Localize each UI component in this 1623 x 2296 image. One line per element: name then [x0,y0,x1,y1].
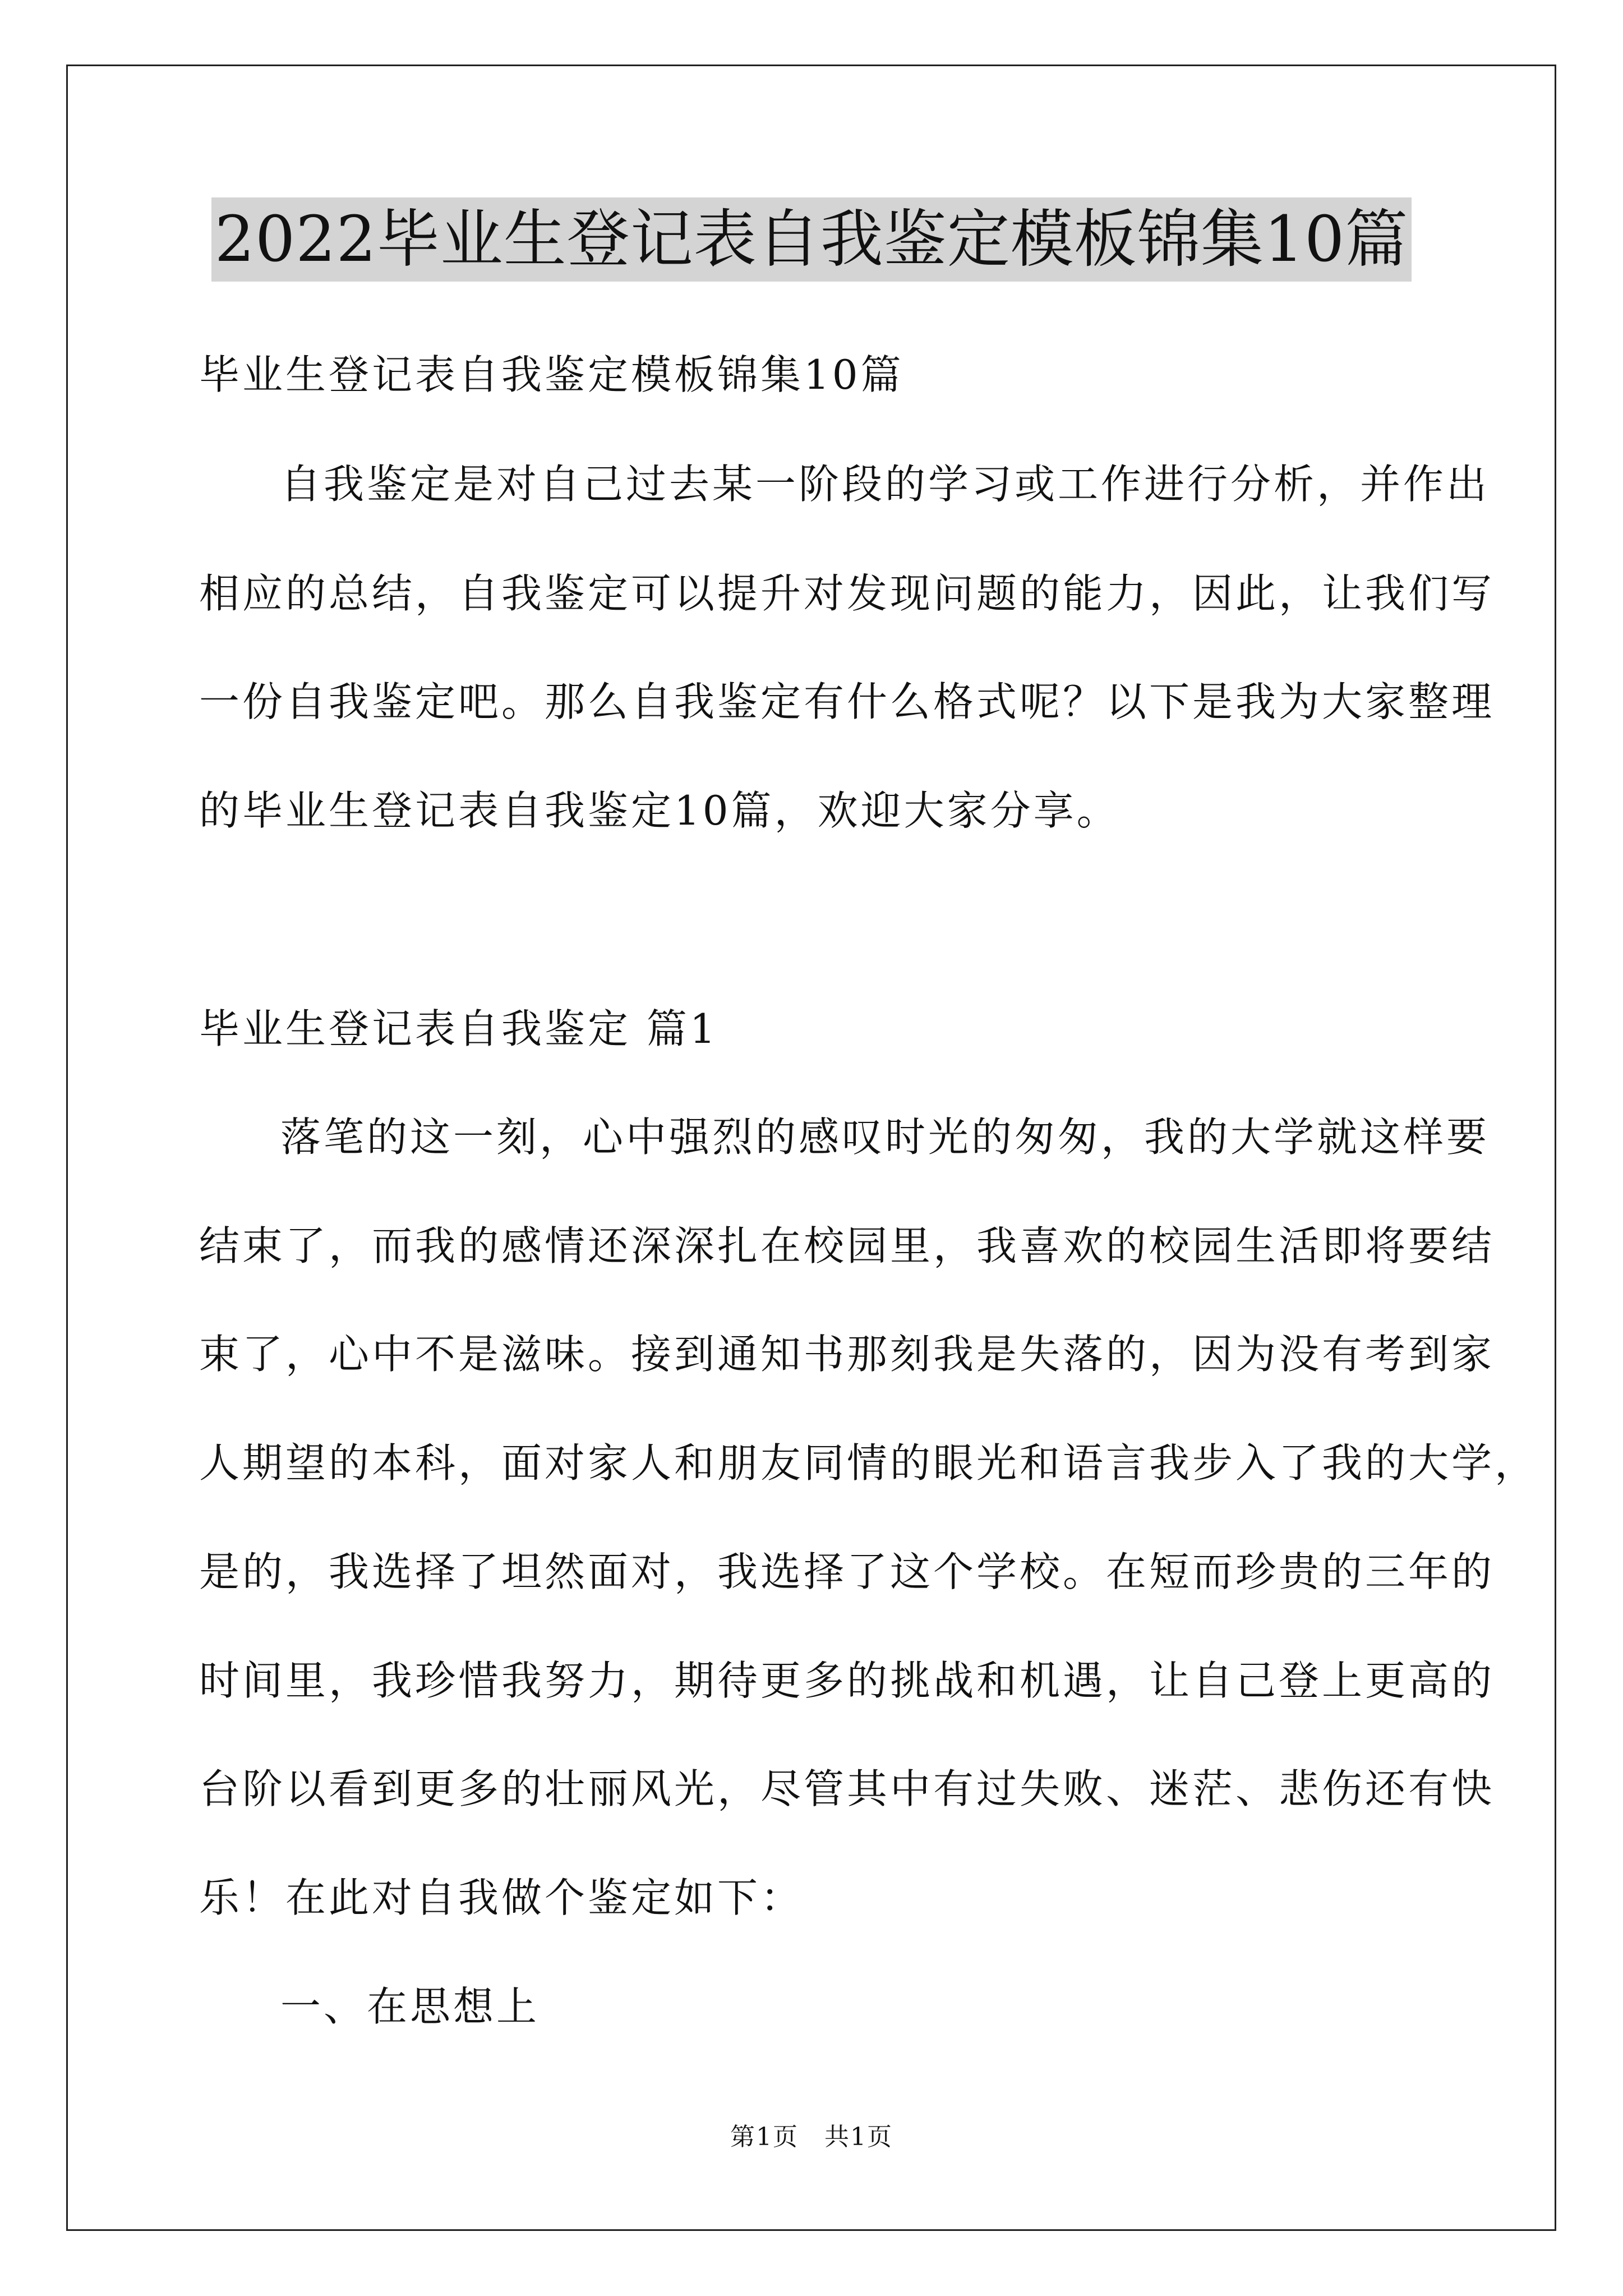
section-line-2: 结束了，而我的感情还深深扎在校园里，我喜欢的校园生活即将要结 [199,1222,1495,1269]
section-line-6: 时间里，我珍惜我努力，期待更多的挑战和机遇，让自己登上更高的 [199,1657,1495,1704]
section-line-5: 是的，我选择了坦然面对，我选择了这个学校。在短而珍贵的三年的 [199,1548,1495,1595]
page-footer: 第1页 共1页 [730,2123,893,2151]
intro-line-1: 自我鉴定是对自己过去某一阶段的学习或工作进行分析，并作出 [280,461,1490,508]
section-line-7: 台阶以看到更多的壮丽风光，尽管其中有过失败、迷茫、悲伤还有快 [199,1765,1495,1812]
intro-line-4: 的毕业生登记表自我鉴定10篇，欢迎大家分享。 [199,787,1120,834]
title-container [0,197,1623,282]
section-line-1: 落笔的这一刻，心中强烈的感叹时光的匆匆，我的大学就这样要 [280,1114,1490,1161]
document-subtitle: 毕业生登记表自我鉴定模板锦集10篇 [199,351,904,398]
intro-line-2: 相应的总结，自我鉴定可以提升对发现问题的能力，因此，让我们写 [199,570,1495,617]
section-line-3: 束了，心中不是滋味。接到通知书那刻我是失落的，因为没有考到家 [199,1331,1495,1378]
section-line-4: 人期望的本科，面对家人和朋友同情的眼光和语言我步入了我的大学， [199,1439,1538,1487]
intro-line-3: 一份自我鉴定吧。那么自我鉴定有什么格式呢？以下是我为大家整理 [199,678,1495,725]
document-title: 2022毕业生登记表自我鉴定模板锦集10篇 [211,197,1412,282]
subheading: 一、在思想上 [280,1983,540,2030]
section-line-8: 乐！在此对自我做个鉴定如下： [199,1874,804,1921]
section-heading: 毕业生登记表自我鉴定 篇1 [199,1005,718,1052]
